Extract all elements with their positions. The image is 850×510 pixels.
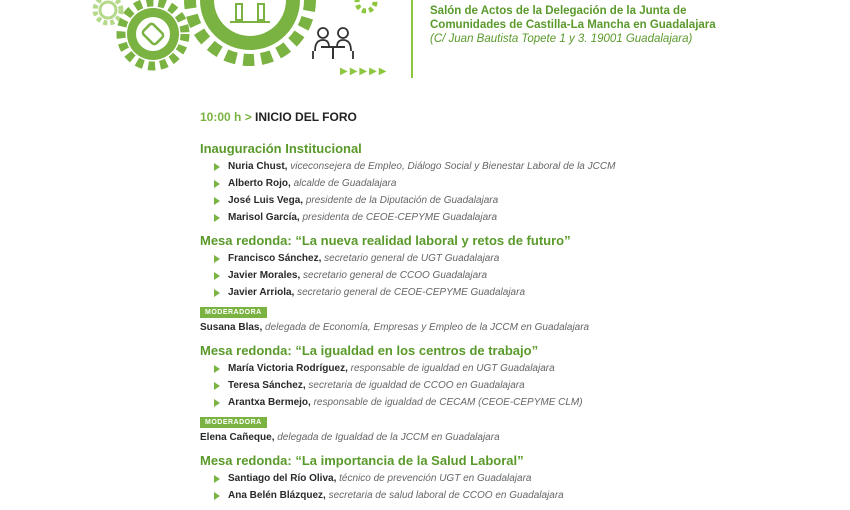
speaker-item (200, 267, 830, 284)
section-title: Mesa redonda: “La importancia de la Salud Laboral” (200, 453, 524, 468)
speaker-name: Francisco Sánchez, (228, 253, 322, 264)
program (200, 110, 830, 510)
moderator-badge: MODERADORA (200, 307, 267, 318)
speaker-name: Arantxa Bermejo, (228, 397, 311, 408)
moderator-item (200, 429, 830, 446)
bullet-triangle-icon (214, 399, 220, 407)
small-gear-right-icon (357, 0, 375, 11)
program-section (200, 232, 830, 336)
bullet-triangle-icon (214, 255, 220, 263)
speaker-name: José Luis Vega, (228, 195, 304, 206)
speaker-role: secretaria de salud laboral de CCOO en Guadalajara (328, 490, 564, 501)
venue-line-2: Comunidades de Castilla-La Mancha en Guadalajara (430, 19, 716, 31)
bullet-triangle-icon (214, 163, 220, 171)
speaker-name: María Victoria Rodríguez, (228, 363, 348, 374)
arrow-decoration: ▶▶▶▶▶ (340, 66, 389, 77)
moderator-name: Susana Blas, (200, 322, 263, 333)
speaker-name: Nuria Chust, (228, 161, 288, 172)
small-gear-icon (95, 0, 121, 23)
bullet-triangle-icon (214, 475, 220, 483)
venue-line-1: Salón de Actos de la Delegación de la Junta de (430, 5, 687, 17)
speaker-role: responsable de igualdad de CECAM (CEOE-CEPYME CLM) (313, 397, 583, 408)
divider-line (411, 0, 413, 78)
speaker-item (200, 377, 830, 394)
bullet-triangle-icon (214, 492, 220, 500)
speaker-role: presidenta de CEOE-CEPYME Guadalajara (302, 212, 498, 223)
speaker-item (200, 360, 830, 377)
venue-block (430, 4, 830, 46)
start-time: 10:00 h > (200, 110, 252, 124)
speaker-item (200, 250, 830, 267)
people-table-icon (313, 28, 353, 59)
bullet-triangle-icon (214, 382, 220, 390)
speaker-name: Javier Arriola, (228, 287, 295, 298)
moderator-badge: MODERADORA (200, 417, 267, 428)
speaker-role: responsable de igualdad en UGT Guadalajara (350, 363, 555, 374)
speaker-role: secretario general de CCOO Guadalajara (303, 270, 488, 281)
speaker-item (200, 209, 830, 226)
program-section (200, 342, 830, 446)
program-section (200, 452, 830, 504)
section-title: Mesa redonda: “La nueva realidad laboral y retos de futuro” (200, 233, 571, 248)
speaker-item (200, 284, 830, 301)
speaker-name: Santiago del Río Oliva, (228, 473, 337, 484)
section-title: Mesa redonda: “La igualdad en los centros de trabajo” (200, 343, 539, 358)
speaker-role: secretario general de CEOE-CEPYME Guadalajara (297, 287, 526, 298)
speaker-item (200, 192, 830, 209)
moderator-role: delegada de Economía, Empresas y Empleo de la JCCM en Guadalajara (265, 322, 590, 333)
bullet-triangle-icon (214, 197, 220, 205)
bullet-triangle-icon (214, 214, 220, 222)
speaker-role: alcalde de Guadalajara (293, 178, 397, 189)
speaker-item (200, 394, 830, 411)
bullet-triangle-icon (214, 289, 220, 297)
speaker-role: técnico de prevención UGT en Guadalajara (339, 473, 532, 484)
speaker-role: presidente de la Diputación de Guadalajara (305, 195, 499, 206)
speaker-role: secretario general de UGT Guadalajara (324, 253, 500, 264)
venue-address: (C/ Juan Bautista Topete 1 y 3. 19001 Guadalajara) (430, 33, 693, 45)
speaker-item (200, 158, 830, 175)
speaker-name: Ana Belén Blázquez, (228, 490, 326, 501)
start-title: INICIO DEL FORO (255, 110, 357, 124)
section-title: Inauguración Institucional (200, 141, 362, 156)
moderator-role: delegada de Igualdad de la JCCM en Guadalajara (277, 432, 500, 443)
bullet-triangle-icon (214, 365, 220, 373)
gears-illustration (80, 0, 380, 85)
speaker-role: secretaria de igualdad de CCOO en Guadalajara (308, 380, 525, 391)
bullet-triangle-icon (214, 272, 220, 280)
speaker-item (200, 487, 830, 504)
meeting-gear-icon (190, 0, 310, 60)
bullet-triangle-icon (214, 180, 220, 188)
moderator-item (200, 319, 830, 336)
handshake-gear-icon (121, 2, 185, 66)
speaker-name: Teresa Sánchez, (228, 380, 306, 391)
speaker-name: Javier Morales, (228, 270, 301, 281)
program-section (200, 140, 830, 226)
speaker-item (200, 175, 830, 192)
speaker-item (200, 470, 830, 487)
speaker-name: Alberto Rojo, (228, 178, 291, 189)
speaker-name: Marisol García, (228, 212, 300, 223)
speaker-role: viceconsejera de Empleo, Diálogo Social y Bienestar Laboral de la JCCM (290, 161, 616, 172)
moderator-name: Elena Cañeque, (200, 432, 275, 443)
header (0, 0, 850, 90)
start-line (200, 110, 830, 128)
